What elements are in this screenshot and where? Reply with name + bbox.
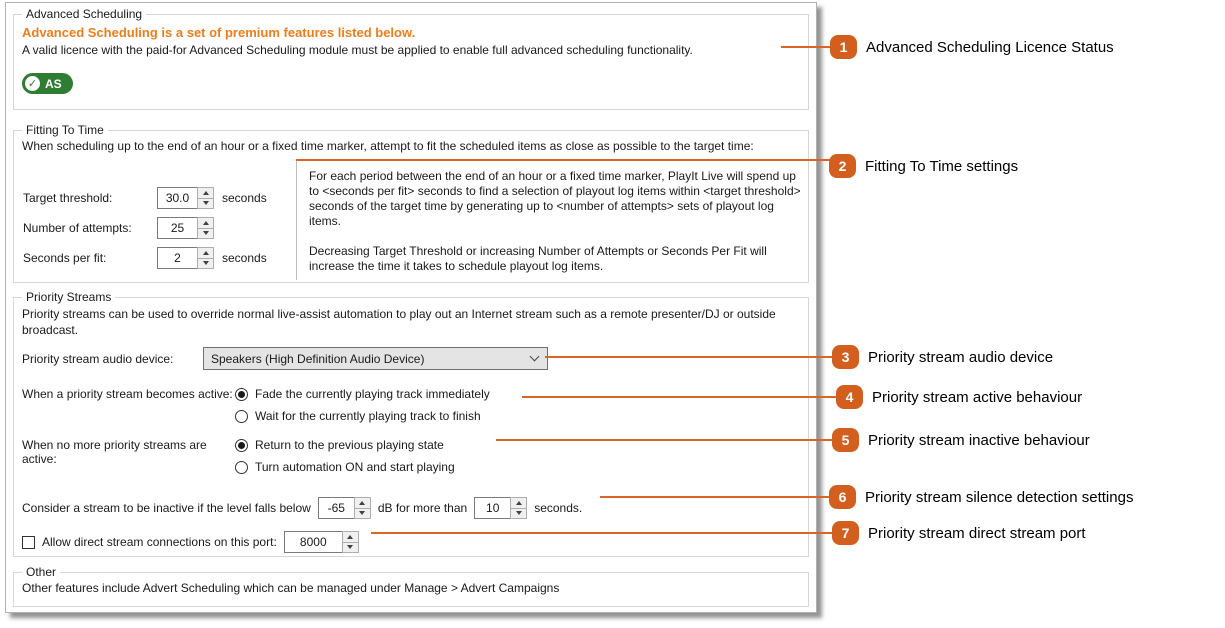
annotation-5 — [832, 428, 1090, 452]
stream-active-options — [235, 383, 490, 427]
callout-line-7 — [371, 532, 833, 534]
radio-option-label: Wait for the currently playing track to finish — [255, 409, 481, 423]
direct-port-row — [22, 531, 800, 553]
fitting-fields — [23, 187, 267, 277]
annotation-7 — [832, 521, 1086, 545]
stream-inactive-label: When no more priority streams are active: — [22, 438, 207, 466]
stream-inactive-options — [235, 434, 455, 478]
annotation-6-badge: 6 — [829, 485, 856, 509]
premium-features-heading: Advanced Scheduling is a set of premium features listed below. — [22, 25, 416, 40]
licence-description: A valid licence with the paid-for Advanced Scheduling module must be applied to enable full advanced scheduling functionality. — [22, 43, 693, 57]
silence-level-value[interactable]: -65 — [318, 497, 354, 519]
silence-level-stepper[interactable] — [318, 497, 371, 519]
annotation-3 — [832, 345, 1053, 369]
fitting-info-paragraph-1: For each period between the end of an hour or a fixed time marker, PlayIt Live will spend up to <seconds per fit> seconds to find a selection of playout log items within <target threshold> seconds of the target time by generating up to <number of attempts> sets of playout log items. — [309, 169, 801, 228]
radio-option-return-previous[interactable] — [235, 434, 455, 456]
priority-streams-description: Priority streams can be used to override normal live-assist automation to play out an Internet stream such as a remote presenter/DJ or outside broadcast. — [22, 307, 776, 337]
stream-active-behaviour-block — [22, 383, 800, 427]
group-advanced-scheduling — [13, 7, 809, 110]
annotation-7-badge: 7 — [832, 521, 859, 545]
silence-text-before: Consider a stream to be inactive if the level falls below — [22, 501, 311, 515]
target-threshold-value[interactable]: 30.0 — [157, 187, 197, 209]
target-threshold-stepper[interactable] — [157, 187, 214, 209]
callout-line-4 — [522, 396, 837, 398]
silence-text-after: seconds. — [534, 501, 583, 515]
down-arrow-icon — [516, 511, 522, 515]
annotation-5-badge: 5 — [832, 428, 859, 452]
spin-down-button[interactable] — [197, 229, 214, 240]
down-arrow-icon — [347, 545, 353, 549]
spin-down-button[interactable] — [342, 543, 359, 554]
group-fitting-to-time — [13, 123, 809, 283]
spin-down-button[interactable] — [354, 509, 371, 520]
spin-down-button[interactable] — [510, 509, 527, 520]
group-title-fitting-to-time: Fitting To Time — [22, 123, 108, 137]
annotation-1 — [830, 35, 1114, 59]
radio-option-fade-track[interactable] — [235, 383, 490, 405]
spin-down-button[interactable] — [197, 199, 214, 210]
down-arrow-icon — [203, 201, 209, 205]
number-of-attempts-label: Number of attempts: — [23, 221, 132, 235]
audio-device-label: Priority stream audio device: — [22, 351, 174, 366]
group-title-priority-streams: Priority Streams — [22, 290, 115, 304]
other-description: Other features include Advert Scheduling which can be managed under Manage > Advert Campaigns — [22, 581, 560, 595]
group-other — [13, 565, 809, 607]
up-arrow-icon — [516, 501, 522, 505]
number-of-attempts-stepper[interactable] — [157, 217, 214, 239]
callout-line-6 — [600, 496, 830, 498]
annotation-2-badge: 2 — [829, 154, 856, 178]
audio-device-row — [22, 347, 800, 370]
fitting-description: When scheduling up to the end of an hour or a fixed time marker, attempt to fit the scheduled items as close as possible to the target time: — [22, 139, 754, 153]
annotation-6 — [829, 485, 1133, 509]
down-arrow-icon — [203, 231, 209, 235]
callout-line-3 — [545, 356, 833, 358]
spin-up-button[interactable] — [197, 217, 214, 229]
licence-badge-label: AS — [45, 76, 62, 91]
spin-up-button[interactable] — [354, 497, 371, 509]
up-arrow-icon — [347, 535, 353, 539]
up-arrow-icon — [203, 221, 209, 225]
radio-option-automation-on[interactable] — [235, 456, 455, 478]
seconds-per-fit-stepper[interactable] — [157, 247, 214, 269]
annotation-1-badge: 1 — [830, 35, 857, 59]
audio-device-selected-value: Speakers (High Definition Audio Device) — [211, 351, 425, 366]
callout-line-2 — [296, 159, 832, 161]
silence-text-middle: dB for more than — [377, 501, 468, 515]
target-threshold-suffix: seconds — [222, 191, 267, 205]
fitting-info-paragraph-2: Decreasing Target Threshold or increasing Number of Attempts or Seconds Per Fit will increase the time it takes to schedule playout log items. — [309, 244, 767, 273]
radio-button-selected[interactable] — [235, 388, 248, 401]
annotation-4-badge: 4 — [836, 385, 863, 409]
annotation-3-badge: 3 — [832, 345, 859, 369]
annotation-3-label: Priority stream audio device — [868, 348, 1054, 366]
seconds-per-fit-label: Seconds per fit: — [23, 251, 107, 265]
radio-option-label: Fade the currently playing track immediately — [255, 387, 490, 401]
spin-up-button[interactable] — [510, 497, 527, 509]
annotation-6-label: Priority stream silence detection settings — [865, 488, 1134, 506]
audio-device-select[interactable] — [203, 347, 548, 370]
radio-button-selected[interactable] — [235, 439, 248, 452]
spin-up-button[interactable] — [197, 247, 214, 259]
annotation-7-label: Priority stream direct stream port — [868, 524, 1086, 542]
licence-status-badge — [22, 73, 73, 94]
up-arrow-icon — [359, 501, 365, 505]
direct-port-value[interactable]: 8000 — [284, 531, 342, 553]
spin-up-button[interactable] — [197, 187, 214, 199]
annotation-2 — [829, 154, 1018, 178]
radio-option-wait-track[interactable] — [235, 405, 490, 427]
up-arrow-icon — [203, 251, 209, 255]
seconds-per-fit-suffix: seconds — [222, 251, 267, 265]
seconds-per-fit-value[interactable]: 2 — [157, 247, 197, 269]
annotation-4 — [836, 385, 1082, 409]
down-arrow-icon — [359, 511, 365, 515]
callout-line-1 — [781, 46, 831, 48]
up-arrow-icon — [203, 191, 209, 195]
number-of-attempts-row — [23, 217, 267, 239]
target-threshold-label: Target threshold: — [23, 191, 113, 205]
seconds-per-fit-row — [23, 247, 267, 269]
silence-duration-value[interactable]: 10 — [474, 497, 510, 519]
number-of-attempts-value[interactable]: 25 — [157, 217, 197, 239]
group-title-advanced-scheduling: Advanced Scheduling — [22, 7, 146, 21]
settings-panel — [5, 2, 817, 613]
direct-port-stepper[interactable] — [284, 531, 359, 553]
check-icon: ✓ — [25, 76, 40, 91]
radio-option-label: Turn automation ON and start playing — [255, 460, 455, 474]
target-threshold-row — [23, 187, 267, 209]
radio-option-label: Return to the previous playing state — [255, 438, 444, 452]
group-title-other: Other — [22, 565, 60, 579]
silence-duration-stepper[interactable] — [474, 497, 527, 519]
direct-port-checkbox[interactable] — [22, 536, 35, 549]
stream-active-label: When a priority stream becomes active: — [22, 387, 233, 401]
direct-port-label: Allow direct stream connections on this port: — [42, 535, 277, 549]
radio-button[interactable] — [235, 461, 248, 474]
down-arrow-icon — [203, 261, 209, 265]
spin-up-button[interactable] — [342, 531, 359, 543]
annotation-1-label: Advanced Scheduling Licence Status — [866, 38, 1114, 56]
silence-detection-row — [22, 497, 800, 519]
annotation-5-label: Priority stream inactive behaviour — [868, 431, 1090, 449]
callout-line-5 — [496, 439, 833, 441]
chevron-down-icon — [530, 352, 540, 362]
annotation-4-label: Priority stream active behaviour — [872, 388, 1083, 406]
radio-button[interactable] — [235, 410, 248, 423]
fitting-info-box — [296, 161, 810, 280]
annotation-2-label: Fitting To Time settings — [865, 157, 1019, 175]
group-priority-streams — [13, 290, 809, 557]
spin-down-button[interactable] — [197, 259, 214, 270]
